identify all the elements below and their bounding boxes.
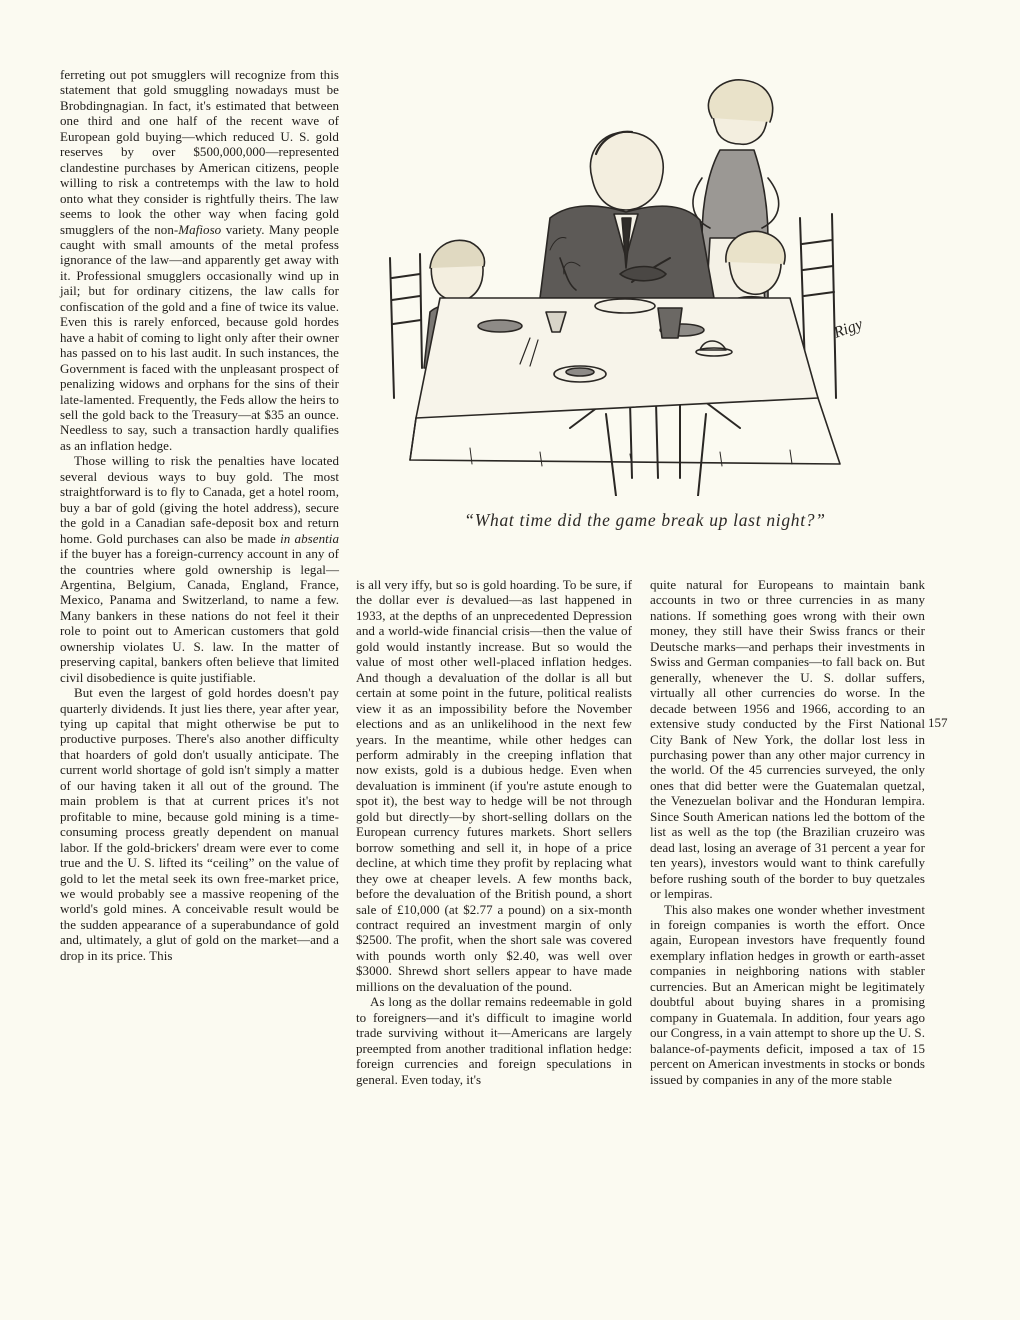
page-number: 157 [928, 715, 948, 730]
paragraph: This also makes one wonder whether investment in foreign companies is worth the effort. Once again, European investors have frequently found exemplary inflation hedges in growth or earth-asset companies in neighboring nations with stabler currencies. But an American might be legitimately doubtful about buying shares in a promising company in Guatemala. In addition, four years ago our Congress, in a vain attempt to shore up the U. S. balance-of-payments deficit, imposed a tax of 15 percent on American investments in stocks or bonds issued by companies in any of the more stable [650, 901, 925, 1087]
cartoon-illustration [370, 68, 920, 496]
paragraph: is all very iffy, but so is gold hoarding. To be sure, if the dollar ever is devalued—as last happened in 1933, at the depths of an unprecedented Depression and a world-wide financial crisis—then the value of gold would instantly increase. But so would the value of most other well-placed inflation hedges. And though a devaluation of the dollar is all but certain at some point in the future, political realists view it as an impossibility before the November elections and as an unlikelihood in the next few years. In the meantime, while other hedges can perform admirably in the creeping inflation that now exists, gold is a dubious hedge. Even when devaluation is imminent (if you're astute enough to spot it), the best way to hedge will be not through gold but directly—by short-selling dollars on the European currency futures markets. Short sellers borrow something and sell it, in hope of a price decline, at which time they profit by replacing what they owe at cheaper levels. A few months back, before the devaluation of the British pound, a short sale of £10,000 (at $2.77 a pound) on a six-month contract required an investment margin of only $2500. The profit, when the short sale was covered with pounds worth only $2.40, was well over $3000. Shrewd short sellers appear to have made millions on the devaluation of the pound. [356, 577, 633, 994]
paragraph: But even the largest of gold hordes doesn't pay quarterly dividends. It just lies there, year after year, tying up capital that might otherwise be put to productive purposes. There's also another difficulty that hoarders of gold don't usually anticipate. The current world shortage of gold isn't simply a matter of our having taken it all out of the ground. The main problem is that at current prices it's not profitable to mine, because gold mining is a time-consuming process greatly dependent on manual labor. If the gold-brickers' dream were ever to come true and the U. S. lifted its “ceiling” on the value of gold to let the metal seek its own free-market price, we would probably see a massive reopening of the world's gold mines. A conceivable result would be the sudden appearance of a superabundance of gold and, ultimately, a glut of gold on the market—and a drop in its price. This [60, 685, 339, 963]
artist-signature: Rigy [831, 315, 865, 342]
article-column-3 [650, 577, 925, 1087]
article-column-1 [60, 67, 339, 963]
paragraph: Those willing to risk the penalties have located several devious ways to buy gold. The most straightforward is to fly to Canada, get a hotel room, buy a bar of gold (giving the hotel address), secure the gold in a Canadian safe-deposit box and return home. Gold purchases can also be made in absentia if the buyer has a foreign-currency account in any of the countries where gold ownership is legal—Argentina, Belgium, Canada, England, France, Mexico, Panama and Switzerland, to name a few. Many bankers in these nations do not feel it their role to point out to American customers that gold ownership violates U. S. law. In the matter of preserving capital, bankers often believe that limited civil disobedience is quite justifiable. [60, 453, 339, 685]
father-figure [540, 132, 714, 298]
paragraph: quite natural for Europeans to maintain bank accounts in two or three currencies in as many nations. If something goes wrong with their own money, they still have their Swiss francs or their Deutsche marks—and perhaps their investments in Swiss and German companies—to fall back on. But generally, whenever the U. S. dollar suffers, virtually all other currencies do worse. In the decade between 1956 and 1966, according to an extensive study conducted by the First National City Bank of New York, the dollar lost less in purchasing power than any other major currency in the world. Of the 45 currencies surveyed, the only ones that did better were the Guatemalan quetzal, the Venezuelan bolivar and the Honduran lempira. Since South American nations led the bottom of the list as well as the top (the Brazilian cruzeiro was dead last, losing an average of 31 percent a year for ten years), investors would want to think carefully before rushing south of the border to buy quetzales or lempiras. [650, 577, 925, 902]
paragraph: ferreting out pot smugglers will recognize from this statement that gold smuggling nowadays must be Brobdingnagian. In fact, it's estimated that between one third and one half of the recent wave of European gold buying—which reduced U. S. gold reserves by over $500,000,000—represented clandestine purchases by American citizens, people willing to risk a contretemps with the law to hold onto what they consider is rightfully theirs. The law seems to look the other way when facing gold smugglers of the non-Mafioso variety. Many people caught with small amounts of the metal profess ignorance of the law—and apparently get away with it. Professional smugglers occasionally wind up in jail; but for ordinary citizens, the law calls for confiscation of the gold and a fine of twice its value. Even this is rarely enforced, because gold hordes have a habit of coming to light only after their owner has passed on to his last audit. In such instances, the Government is faced with the unpleasant prospect of penalizing widows and orphans for the sins of their late-lamented. Frequently, the Feds allow the heirs to sell the gold back to the Treasury—at $35 an ounce. Needless to say, such a transaction hardly qualifies as an inflation hedge. [60, 67, 339, 453]
paragraph: As long as the dollar remains redeemable in gold to foreigners—and it's difficult to imagine world trade surviving without it—Americans are largely preempted from another traditional inflation hedge: foreign currencies and foreign speculations in general. Even today, it's [356, 994, 632, 1087]
cartoon-caption: “What time did the game break up last night?” [464, 510, 826, 530]
article-column-2 [356, 577, 632, 1087]
dining-table [410, 298, 840, 466]
